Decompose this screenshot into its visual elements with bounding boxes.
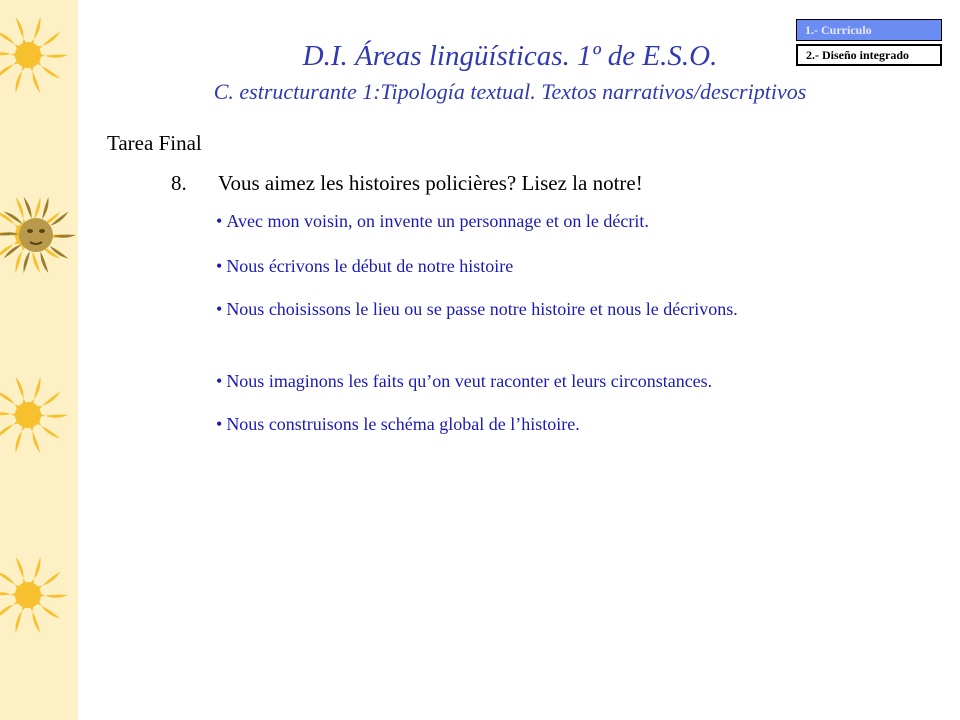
section-label: Tarea Final <box>107 131 202 155</box>
sun-ray <box>16 377 27 404</box>
question-number: 8. <box>171 171 187 195</box>
sun-ray <box>16 17 27 44</box>
page-subtitle: C. estructurante 1:Tipología textual. Textos narrativos/descriptivos <box>213 79 807 104</box>
bullet: • <box>216 211 223 231</box>
task-text: Nous choisissons le lieu ou se passe notre histoire et nous le décrivons. <box>226 299 738 319</box>
sun-ray <box>36 31 60 49</box>
sun-ray <box>0 571 20 589</box>
task-item <box>216 368 896 394</box>
sun-ray <box>30 17 41 44</box>
sun-icon <box>0 557 68 633</box>
sun-ray <box>15 66 26 93</box>
sun-ray <box>15 426 26 453</box>
nav-diseno-integrado-link[interactable]: 2.- Diseño integrado <box>796 44 942 66</box>
sun-ray <box>30 377 41 404</box>
decorative-sidebar <box>0 0 78 720</box>
bullet: • <box>216 256 223 276</box>
sidebar-art <box>0 0 78 720</box>
task-text: Nous imaginons les faits qu’on veut raconter et leurs circonstances. <box>226 371 713 391</box>
sun-ray <box>0 391 20 409</box>
sun-ray <box>0 600 20 618</box>
task-text: Nous construisons le schéma global de l’histoire. <box>226 414 580 434</box>
sun-ray <box>36 391 60 409</box>
sun-ray <box>0 240 20 258</box>
task-item <box>216 208 896 234</box>
sun-ray <box>36 600 60 618</box>
page-title: D.I. Áreas lingüísticas. 1º de E.S.O. <box>302 40 718 72</box>
sun-ray <box>15 606 26 633</box>
task-item <box>216 296 896 322</box>
sun-ray <box>30 426 41 453</box>
sun-ray <box>36 571 60 589</box>
bullet: • <box>216 299 223 319</box>
task-item <box>216 253 896 279</box>
sun-icon <box>0 377 68 453</box>
sun-ray <box>30 606 41 633</box>
sun-ray <box>0 592 16 597</box>
sun-ray <box>36 60 60 78</box>
task-text: Avec mon voisin, on invente un personnage et on le décrit. <box>226 211 649 231</box>
sun-ray <box>0 60 20 78</box>
task-text: Nous écrivons le début de notre histoire <box>226 256 514 276</box>
question-text: Vous aimez les histoires policières? Lisez la notre! <box>218 171 643 195</box>
sun-ray <box>30 557 41 584</box>
sun-ray <box>36 420 60 438</box>
sun-ray <box>30 66 41 93</box>
nav-curriculo-link[interactable]: 1.- Currículo <box>796 19 942 41</box>
sun-ray <box>40 413 68 418</box>
sun-icon <box>0 17 68 93</box>
sun-ray <box>0 52 16 57</box>
sun-ray <box>0 420 20 438</box>
sun-ray <box>0 412 16 417</box>
sun-ray <box>0 31 20 49</box>
sun-ray <box>40 53 68 58</box>
sun-ray <box>40 593 68 598</box>
task-item <box>216 411 896 437</box>
bullet: • <box>216 414 223 434</box>
sun-ray <box>16 557 27 584</box>
bullet: • <box>216 371 223 391</box>
